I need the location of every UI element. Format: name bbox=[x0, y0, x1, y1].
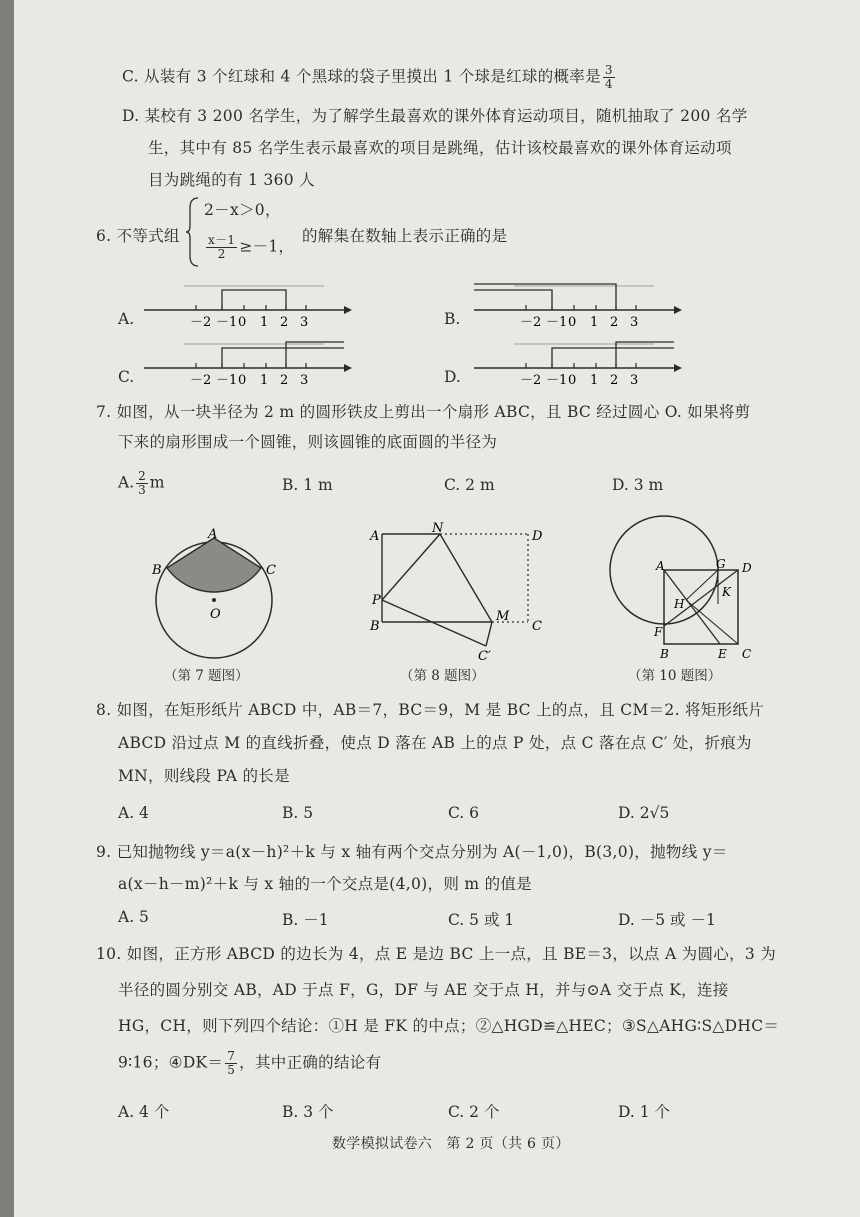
q8-option-b: B. 5 bbox=[282, 804, 314, 822]
numberline-tick-label: 2 bbox=[610, 315, 619, 330]
fig10-label-f: F bbox=[654, 625, 663, 639]
numberline-tick-label: 0 bbox=[238, 373, 247, 388]
numberline-tick-label: 0 bbox=[238, 315, 247, 330]
numberline-tick-label: 3 bbox=[630, 373, 639, 388]
numberline-solution-bracket bbox=[474, 290, 552, 310]
q6-numberline-b bbox=[464, 276, 684, 336]
q9-option-c: C. 5 或 1 bbox=[448, 911, 515, 929]
q8-option-d: D. 2√5 bbox=[618, 804, 670, 822]
q10-line1: 10. 如图，正方形 ABCD 的边长为 4，点 E 是边 BC 上一点，且 BE＝3，以点 A 为圆心，3 为 bbox=[96, 945, 777, 963]
q5-option-d-line3: 目为跳绳的有 1 360 人 bbox=[148, 171, 315, 189]
fig8-label-c-prime: C′ bbox=[478, 649, 491, 664]
numberline-tick-label: 0 bbox=[568, 315, 577, 330]
fig10-label-g: G bbox=[716, 557, 726, 571]
numberline-tick-label: 1 bbox=[260, 315, 269, 330]
q5-option-d-line2: 生，其中有 85 名学生表示最喜欢的项目是跳绳，估计该校最喜欢的课外体育运动项 bbox=[148, 139, 732, 157]
q8-line3: MN，则线段 PA 的长是 bbox=[118, 767, 290, 785]
q6-prefix: 6. 不等式组 bbox=[96, 227, 180, 245]
q7-option-d: D. 3 m bbox=[612, 476, 664, 494]
q7-line2: 下来的扇形围成一个圆锥，则该圆锥的底面圆的半径为 bbox=[118, 433, 498, 451]
q6-inequality-1: 2－x＞0， bbox=[204, 201, 281, 219]
fig8-label-c: C bbox=[532, 619, 542, 634]
q6-option-d-label: D. bbox=[444, 368, 461, 386]
q8-option-c: C. 6 bbox=[448, 804, 480, 822]
fig10-label-d: D bbox=[742, 561, 752, 575]
numberline-tick-label: 3 bbox=[630, 315, 639, 330]
fig8-label-p: P bbox=[372, 593, 381, 608]
figure-7 bbox=[140, 522, 300, 662]
numberline-solution-bracket bbox=[222, 348, 344, 368]
numberline-tick-label: －1 bbox=[546, 373, 568, 388]
numberline-tick-label: 1 bbox=[590, 315, 599, 330]
numberline-tick-label: 2 bbox=[280, 315, 289, 330]
numberline-tick-label: 3 bbox=[300, 315, 309, 330]
numberline-tick-label: －1 bbox=[546, 315, 568, 330]
fig7-label-c: C bbox=[266, 563, 276, 578]
q8-line2: ABCD 沿过点 M 的直线折叠，使点 D 落在 AB 上的点 P 处，点 C 落在点 C′ 处，折痕为 bbox=[118, 734, 752, 752]
numberline-tick-label: －2 bbox=[520, 315, 542, 330]
numberline-solution-bracket bbox=[222, 290, 286, 310]
q6-brace bbox=[186, 196, 200, 268]
fig10-label-h: H bbox=[674, 597, 685, 611]
numberline-tick-label: 1 bbox=[260, 373, 269, 388]
q6-suffix: 的解集在数轴上表示正确的是 bbox=[302, 227, 508, 245]
q7-option-a: A. $\frac{2}{3}$ m bbox=[118, 469, 165, 497]
fig8-label-a: A bbox=[370, 529, 380, 544]
q10-option-b: B. 3 个 bbox=[282, 1103, 334, 1121]
fig10-caption: （第 10 题图） bbox=[628, 668, 722, 684]
q10-line4: 9∶16；④DK＝ $\frac{7}{5}$ ，其中正确的结论有 bbox=[118, 1049, 382, 1077]
q10-option-d: D. 1 个 bbox=[618, 1103, 671, 1121]
q10-option-a: A. 4 个 bbox=[118, 1103, 170, 1121]
fig8-label-d: D bbox=[532, 529, 543, 544]
fig10-label-a: A bbox=[656, 559, 665, 573]
fig7-label-o: O bbox=[210, 607, 221, 622]
q6-option-b-label: B. bbox=[444, 310, 461, 328]
q8-option-a: A. 4 bbox=[118, 804, 149, 822]
q5-c-fraction: $\frac{3}{4}$ bbox=[604, 63, 613, 91]
numberline-tick-label: 2 bbox=[610, 373, 619, 388]
q9-line2: a(x－h－m)²＋k 与 x 轴的一个交点是(4,0)，则 m 的值是 bbox=[118, 875, 532, 893]
q10-line3: HG，CH，则下列四个结论：①H 是 FK 的中点；②△HGD≌△HEC；③S△AHG∶S△DHC＝ bbox=[118, 1017, 780, 1035]
numberline-arrow bbox=[344, 364, 352, 372]
q7-option-c: C. 2 m bbox=[444, 476, 495, 494]
fig8-label-b: B bbox=[370, 619, 380, 634]
numberline-tick-label: －1 bbox=[216, 315, 238, 330]
q5-option-d-line1: D. 某校有 3 200 名学生，为了解学生最喜欢的课外体育运动项目，随机抽取了 200 名学 bbox=[122, 107, 748, 125]
numberline-tick-label: －1 bbox=[216, 373, 238, 388]
q6-option-a-label: A. bbox=[118, 310, 135, 328]
q6-inequality-2: $\frac{x-1}{2}$ ≥－1， bbox=[208, 233, 295, 261]
numberline-arrow bbox=[344, 306, 352, 314]
q9-option-d: D. －5 或 －1 bbox=[618, 911, 716, 929]
numberline-solution-bracket bbox=[616, 342, 674, 368]
fig10-label-e: E bbox=[718, 647, 727, 661]
fig7-caption: （第 7 题图） bbox=[164, 668, 249, 684]
page-footer: 数学模拟试卷六 第 2 页（共 6 页） bbox=[332, 1136, 570, 1152]
numberline-tick-label: 3 bbox=[300, 373, 309, 388]
q10-line2: 半径的圆分别交 AB，AD 于点 F，G，DF 与 AE 交于点 H，并与⊙A 交于点 K，连接 bbox=[118, 981, 729, 999]
numberline-arrow bbox=[674, 364, 682, 372]
q7-line1: 7. 如图，从一块半径为 2 m 的圆形铁皮上剪出一个扇形 ABC，且 BC 经过圆心 O. 如果将剪 bbox=[96, 403, 751, 421]
fig10-label-b: B bbox=[660, 647, 669, 661]
fig8-label-n: N bbox=[432, 521, 444, 536]
q6-numberline-c bbox=[134, 334, 354, 394]
numberline-tick-label: －2 bbox=[190, 373, 212, 388]
exam-page bbox=[14, 0, 860, 1217]
numberline-tick-label: 1 bbox=[590, 373, 599, 388]
q5-option-c: C. 从装有 3 个红球和 4 个黑球的袋子里摸出 1 个球是红球的概率是 $\frac{3}{4}$ bbox=[122, 63, 613, 91]
q10-option-c: C. 2 个 bbox=[448, 1103, 500, 1121]
numberline-arrow bbox=[674, 306, 682, 314]
q6-numberline-d bbox=[464, 334, 684, 394]
numberline-tick-label: －2 bbox=[520, 373, 542, 388]
fig10-label-k: K bbox=[722, 585, 731, 599]
fig7-label-a: A bbox=[208, 527, 218, 542]
fig7-label-b: B bbox=[152, 563, 162, 578]
numberline-tick-label: －2 bbox=[190, 315, 212, 330]
q6-numberline-a bbox=[134, 276, 354, 336]
q9-option-a: A. 5 bbox=[118, 908, 149, 926]
q9-option-b: B. －1 bbox=[282, 911, 329, 929]
figure-10 bbox=[596, 512, 776, 662]
q7-option-b: B. 1 m bbox=[282, 476, 333, 494]
numberline-tick-label: 2 bbox=[280, 373, 289, 388]
figure-8 bbox=[360, 518, 550, 668]
q9-line1: 9. 已知抛物线 y＝a(x－h)²＋k 与 x 轴有两个交点分别为 A(－1,0)，B(3,0)，抛物线 y＝ bbox=[96, 843, 728, 861]
numberline-solution-bracket bbox=[474, 284, 616, 310]
q8-line1: 8. 如图，在矩形纸片 ABCD 中，AB＝7，BC＝9，M 是 BC 上的点，且 CM＝2. 将矩形纸片 bbox=[96, 701, 765, 719]
fig8-label-m: M bbox=[496, 609, 510, 624]
fig8-caption: （第 8 题图） bbox=[400, 668, 485, 684]
numberline-solution-bracket bbox=[286, 342, 344, 368]
numberline-tick-label: 0 bbox=[568, 373, 577, 388]
fig10-label-c: C bbox=[742, 647, 752, 661]
q6-option-c-label: C. bbox=[118, 368, 135, 386]
numberline-solution-bracket bbox=[552, 348, 674, 368]
